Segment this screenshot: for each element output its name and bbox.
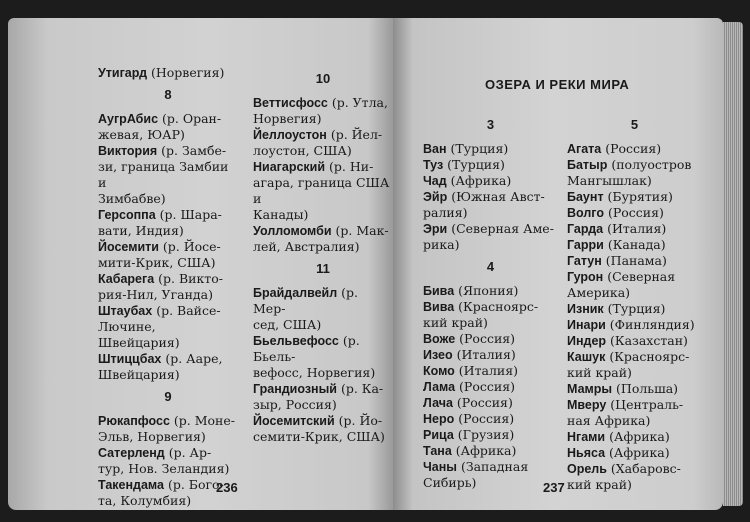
entry-description: (Казахстан) bbox=[606, 333, 688, 348]
entry-description: (р. Йо- семити-Крик, США) bbox=[253, 413, 385, 444]
dictionary-entry bbox=[253, 159, 393, 223]
dictionary-entry bbox=[98, 207, 238, 239]
entry-description: (Россия) bbox=[454, 411, 515, 426]
entry-name: Уолломомби bbox=[253, 224, 332, 238]
dictionary-entry bbox=[423, 283, 558, 299]
entry-description: (Турция) bbox=[603, 301, 666, 316]
entry-description: (Африка) bbox=[605, 429, 670, 444]
entry-name: Изник bbox=[567, 302, 604, 316]
entry-description: (р. Замбе- зи, граница Замбии и Зимбабве) bbox=[98, 143, 229, 206]
dictionary-entry bbox=[98, 239, 238, 271]
dictionary-entry bbox=[423, 299, 558, 331]
entry-description: (Бурятия) bbox=[603, 189, 673, 204]
entry-name: Рица bbox=[423, 428, 454, 442]
dictionary-entry bbox=[423, 427, 558, 443]
dictionary-entry bbox=[423, 379, 558, 395]
dictionary-entry bbox=[567, 141, 702, 157]
entry-name: Чаны bbox=[423, 460, 457, 474]
dictionary-entry bbox=[423, 189, 558, 221]
entry-name: Эри bbox=[423, 222, 448, 236]
entry-description: (р. Мер- сед, США) bbox=[253, 285, 359, 332]
dictionary-entry bbox=[98, 65, 238, 81]
entry-name: Тана bbox=[423, 444, 452, 458]
entry-description: (Южная Авст- ралия) bbox=[423, 189, 545, 220]
entry-description: (р. Вайсе- Лючине, Швейцария) bbox=[98, 303, 221, 350]
left-column-1 bbox=[98, 65, 238, 509]
dictionary-entry bbox=[98, 445, 238, 477]
dictionary-entry bbox=[98, 303, 238, 351]
entry-description: (Япония) bbox=[454, 283, 519, 298]
dictionary-entry bbox=[567, 333, 702, 349]
entry-name: Штаубах bbox=[98, 304, 153, 318]
entry-name: Гурон bbox=[567, 270, 604, 284]
page-title: ОЗЕРА И РЕКИ МИРА bbox=[485, 77, 630, 92]
dictionary-entry bbox=[567, 381, 702, 397]
dictionary-entry bbox=[253, 413, 393, 445]
entry-name: Эйр bbox=[423, 190, 448, 204]
entry-description: (р. Шара- вати, Индия) bbox=[98, 207, 222, 238]
dictionary-entry bbox=[423, 221, 558, 253]
entry-description: (Красноярс- кий край) bbox=[423, 299, 539, 330]
entry-name: Лама bbox=[423, 380, 456, 394]
entry-description: (Африка) bbox=[446, 173, 512, 188]
dictionary-entry bbox=[567, 253, 702, 269]
dictionary-entry bbox=[567, 157, 702, 189]
left-column-2 bbox=[253, 65, 393, 445]
entry-description: (Россия) bbox=[603, 205, 664, 220]
entry-name: Гарда bbox=[567, 222, 604, 236]
entry-name: Гарри bbox=[567, 238, 604, 252]
dictionary-entry bbox=[423, 141, 558, 157]
dictionary-entry bbox=[98, 111, 238, 143]
page-number-237: 237 bbox=[543, 480, 565, 495]
entry-description: (р. Моне- Эльв, Норвегия) bbox=[98, 413, 235, 444]
entry-description: (Россия) bbox=[455, 379, 515, 394]
entry-description: (Централь- ная Африка) bbox=[567, 397, 684, 428]
dictionary-entry bbox=[567, 301, 702, 317]
entry-name: Брайдалвейл bbox=[253, 286, 338, 300]
dictionary-entry bbox=[98, 413, 238, 445]
entry-description: (Турция) bbox=[446, 141, 509, 156]
entry-description: (р. Ааре, Швейцария) bbox=[98, 351, 223, 382]
dictionary-entry bbox=[253, 223, 393, 255]
entry-description: (р. Викто- рия-Нил, Уганда) bbox=[98, 271, 223, 302]
group-heading: 9 bbox=[164, 389, 172, 404]
entry-description: (Панама) bbox=[601, 253, 667, 268]
entry-description: (р. Йосе- мити-Крик, США) bbox=[98, 239, 221, 270]
dictionary-entry bbox=[253, 285, 393, 333]
entry-name: Сатерленд bbox=[98, 446, 165, 460]
dictionary-entry bbox=[423, 363, 558, 379]
entry-name: Рюкапфосс bbox=[98, 414, 170, 428]
entry-description: (Грузия) bbox=[453, 427, 515, 442]
entry-description: (Западная Сибирь) bbox=[423, 459, 529, 490]
entry-description: (Польша) bbox=[612, 381, 679, 396]
dictionary-entry bbox=[567, 461, 702, 493]
dictionary-entry bbox=[567, 205, 702, 221]
entry-description: (р. Оран- жевая, ЮАР) bbox=[98, 111, 222, 142]
entry-name: Бьельвефосс bbox=[253, 334, 339, 348]
entry-name: Нгами bbox=[567, 430, 606, 444]
entry-name: Йосемитский bbox=[253, 414, 335, 428]
dictionary-entry bbox=[567, 397, 702, 429]
dictionary-entry bbox=[423, 411, 558, 427]
entry-name: Лача bbox=[423, 396, 453, 410]
entry-description: (Россия) bbox=[455, 331, 516, 346]
entry-name: Йосемити bbox=[98, 240, 159, 254]
dictionary-entry bbox=[423, 347, 558, 363]
right-column-1 bbox=[423, 111, 558, 491]
left-page bbox=[8, 18, 393, 510]
entry-name: Чад bbox=[423, 174, 447, 188]
entry-description: (Россия) bbox=[452, 395, 513, 410]
entry-name: Туз bbox=[423, 158, 444, 172]
entry-name: Агата bbox=[567, 142, 602, 156]
entry-name: Йеллоустон bbox=[253, 128, 327, 142]
entry-name: Утигард bbox=[98, 66, 147, 80]
dictionary-entry bbox=[567, 429, 702, 445]
entry-name: Вива bbox=[423, 300, 455, 314]
entry-description: (Италия) bbox=[603, 221, 667, 236]
entry-description: (р. Йел- лоустон, США) bbox=[253, 127, 383, 158]
dictionary-entry bbox=[423, 443, 558, 459]
entry-description: (Россия) bbox=[601, 141, 662, 156]
entry-description: (Красноярс- кий край) bbox=[567, 349, 690, 380]
entry-description: (Турция) bbox=[443, 157, 505, 172]
entry-name: Орель bbox=[567, 462, 607, 476]
right-column-2 bbox=[567, 111, 702, 493]
dictionary-entry bbox=[567, 445, 702, 461]
dictionary-entry bbox=[253, 333, 393, 381]
dictionary-entry bbox=[567, 349, 702, 381]
group-heading: 11 bbox=[316, 261, 330, 276]
entry-name: Герсоппа bbox=[98, 208, 156, 222]
right-page bbox=[393, 18, 723, 510]
dictionary-entry bbox=[98, 351, 238, 383]
entry-description: (р. Ка- зыр, Россия) bbox=[253, 381, 384, 412]
entry-name: Инари bbox=[567, 318, 606, 332]
entry-description: (р. Бого- та, Колумбия) bbox=[98, 477, 224, 508]
entry-name: АугрАбис bbox=[98, 112, 159, 126]
dictionary-entry bbox=[567, 269, 702, 301]
book-page-edges bbox=[723, 22, 743, 506]
entry-description: (Италия) bbox=[454, 363, 518, 378]
entry-name: Мамры bbox=[567, 382, 613, 396]
entry-description: (р. Бьель- вефосс, Норвегия) bbox=[253, 333, 376, 380]
entry-description: (Канада) bbox=[603, 237, 666, 252]
entry-name: Ниагарский bbox=[253, 160, 326, 174]
dictionary-entry bbox=[253, 95, 393, 127]
entry-name: Кабарега bbox=[98, 272, 155, 286]
entry-description: (Норвегия) bbox=[147, 65, 225, 80]
entry-name: Грандиозный bbox=[253, 382, 337, 396]
entry-description: (Африка) bbox=[451, 443, 517, 458]
dictionary-entry bbox=[567, 237, 702, 253]
dictionary-entry bbox=[98, 143, 238, 207]
entry-description: (Северная Америка) bbox=[567, 269, 676, 300]
group-heading: 10 bbox=[315, 71, 331, 86]
dictionary-entry bbox=[253, 127, 393, 159]
entry-description: (Финляндия) bbox=[605, 317, 695, 332]
entry-description: (р. Утла, Норвегия) bbox=[253, 95, 388, 126]
entry-name: Ван bbox=[423, 142, 447, 156]
entry-name: Веттисфосс bbox=[253, 96, 328, 110]
dictionary-entry bbox=[567, 221, 702, 237]
entry-name: Бива bbox=[423, 284, 455, 298]
dictionary-entry bbox=[423, 173, 558, 189]
entry-name: Кашук bbox=[567, 350, 606, 364]
entry-name: Виктория bbox=[98, 144, 158, 158]
entry-name: Неро bbox=[423, 412, 455, 426]
entry-description: (Италия) bbox=[452, 347, 516, 362]
entry-name: Воже bbox=[423, 332, 456, 346]
group-heading: 4 bbox=[486, 259, 495, 274]
dictionary-entry bbox=[98, 271, 238, 303]
entry-description: (Африка) bbox=[605, 445, 670, 460]
dictionary-entry bbox=[423, 331, 558, 347]
entry-description: (р. Мак- лей, Австралия) bbox=[253, 223, 389, 254]
dictionary-entry bbox=[423, 395, 558, 411]
entry-name: Мверу bbox=[567, 398, 607, 412]
entry-description: (полуостров Мангышлак) bbox=[567, 157, 692, 188]
group-heading: 3 bbox=[486, 117, 495, 132]
entry-name: Гатун bbox=[567, 254, 602, 268]
group-heading: 8 bbox=[164, 87, 172, 102]
entry-name: Волго bbox=[567, 206, 604, 220]
group-heading: 5 bbox=[630, 117, 639, 132]
entry-description: (Хабаровс- кий край) bbox=[567, 461, 681, 492]
entry-name: Индер bbox=[567, 334, 607, 348]
dictionary-entry bbox=[423, 459, 558, 491]
entry-name: Изео bbox=[423, 348, 453, 362]
entry-name: Комо bbox=[423, 364, 455, 378]
entry-name: Ньяса bbox=[567, 446, 606, 460]
dictionary-entry bbox=[253, 381, 393, 413]
entry-name: Такендама bbox=[98, 478, 164, 492]
entry-name: Батыр bbox=[567, 158, 608, 172]
entry-description: (р. Ни- агара, граница США и Канады) bbox=[253, 159, 390, 222]
page-number-236: 236 bbox=[216, 480, 238, 495]
entry-description: (Северная Аме- рика) bbox=[423, 221, 554, 252]
entry-description: (р. Ар- тур, Нов. Зеландия) bbox=[98, 445, 230, 476]
dictionary-entry bbox=[567, 189, 702, 205]
dictionary-entry bbox=[423, 157, 558, 173]
entry-name: Баунт bbox=[567, 190, 604, 204]
dictionary-entry bbox=[567, 317, 702, 333]
entry-name: Штиццбах bbox=[98, 352, 162, 366]
